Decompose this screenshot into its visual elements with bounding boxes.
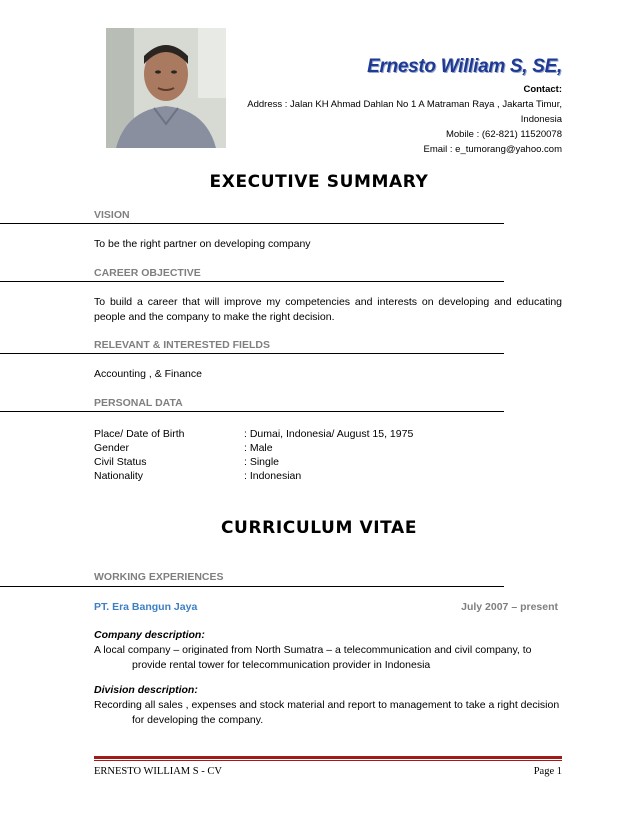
address-line-2: Indonesia: [520, 114, 562, 125]
company-name: PT. Era Bangun Jaya: [94, 601, 198, 613]
executive-summary-title: EXECUTIVE SUMMARY: [209, 172, 429, 192]
section-divider: [0, 586, 504, 587]
division-description-line: for developing the company.: [132, 714, 264, 726]
company-description-heading: Company description:: [94, 629, 205, 641]
footer-rule: [94, 756, 562, 759]
fields-heading: RELEVANT & INTERESTED FIELDS: [94, 339, 270, 351]
personal-value: : Indonesian: [244, 470, 302, 482]
personal-key: Gender: [94, 442, 130, 454]
company-description-line: provide rental tower for telecommunication provider in Indonesia: [132, 659, 431, 671]
division-description-line: Recording all sales , expenses and stock material and report to management to take a right decision: [94, 699, 560, 711]
company-description: [94, 643, 562, 673]
personal-data-heading: PERSONAL DATA: [94, 397, 183, 409]
personal-value: : Dumai, Indonesia/ August 15, 1975: [244, 428, 414, 440]
division-description-heading: Division description:: [94, 684, 198, 696]
footer-rule-thin: [94, 760, 562, 761]
section-divider: [0, 353, 504, 354]
personal-value: : Single: [244, 456, 280, 468]
contact-label: Contact:: [523, 84, 562, 95]
vision-text: To be the right partner on developing company: [94, 238, 311, 250]
curriculum-vitae-title: CURRICULUM VITAE: [220, 518, 418, 538]
email-address: Email : e_tumorang@yahoo.com: [423, 144, 562, 155]
personal-key: Civil Status: [94, 456, 147, 468]
vision-heading: VISION: [94, 209, 130, 221]
footer-document-name: ERNESTO WILLIAM S - CV: [94, 766, 222, 777]
mobile-number: Mobile : (62-821) 11520078: [445, 129, 562, 140]
personal-value: : Male: [244, 442, 273, 454]
applicant-name: Ernesto William S, SE,: [367, 56, 562, 77]
section-divider: [0, 411, 504, 412]
working-experiences-heading: WORKING EXPERIENCES: [94, 571, 224, 583]
profile-photo: [106, 28, 226, 148]
company-description-line: A local company – originated from North Sumatra – a telecommunication and civil company, to: [94, 644, 532, 656]
personal-key: Nationality: [94, 470, 144, 482]
division-description: [94, 698, 562, 728]
career-objective-heading: CAREER OBJECTIVE: [94, 267, 201, 279]
contact-block: [222, 82, 562, 157]
address-line: Address : Jalan KH Ahmad Dahlan No 1 A Matraman Raya , Jakarta Timur,: [247, 99, 562, 110]
footer-page-number: Page 1: [533, 766, 562, 777]
employment-period: July 2007 – present: [461, 601, 558, 613]
fields-text: Accounting , & Finance: [94, 368, 202, 380]
career-objective-text: To build a career that will improve my competencies and interests on developing and educating people and the company to make the right decision.: [94, 296, 562, 323]
personal-key: Place/ Date of Birth: [94, 428, 185, 440]
section-divider: [0, 281, 504, 282]
section-divider: [0, 223, 504, 224]
